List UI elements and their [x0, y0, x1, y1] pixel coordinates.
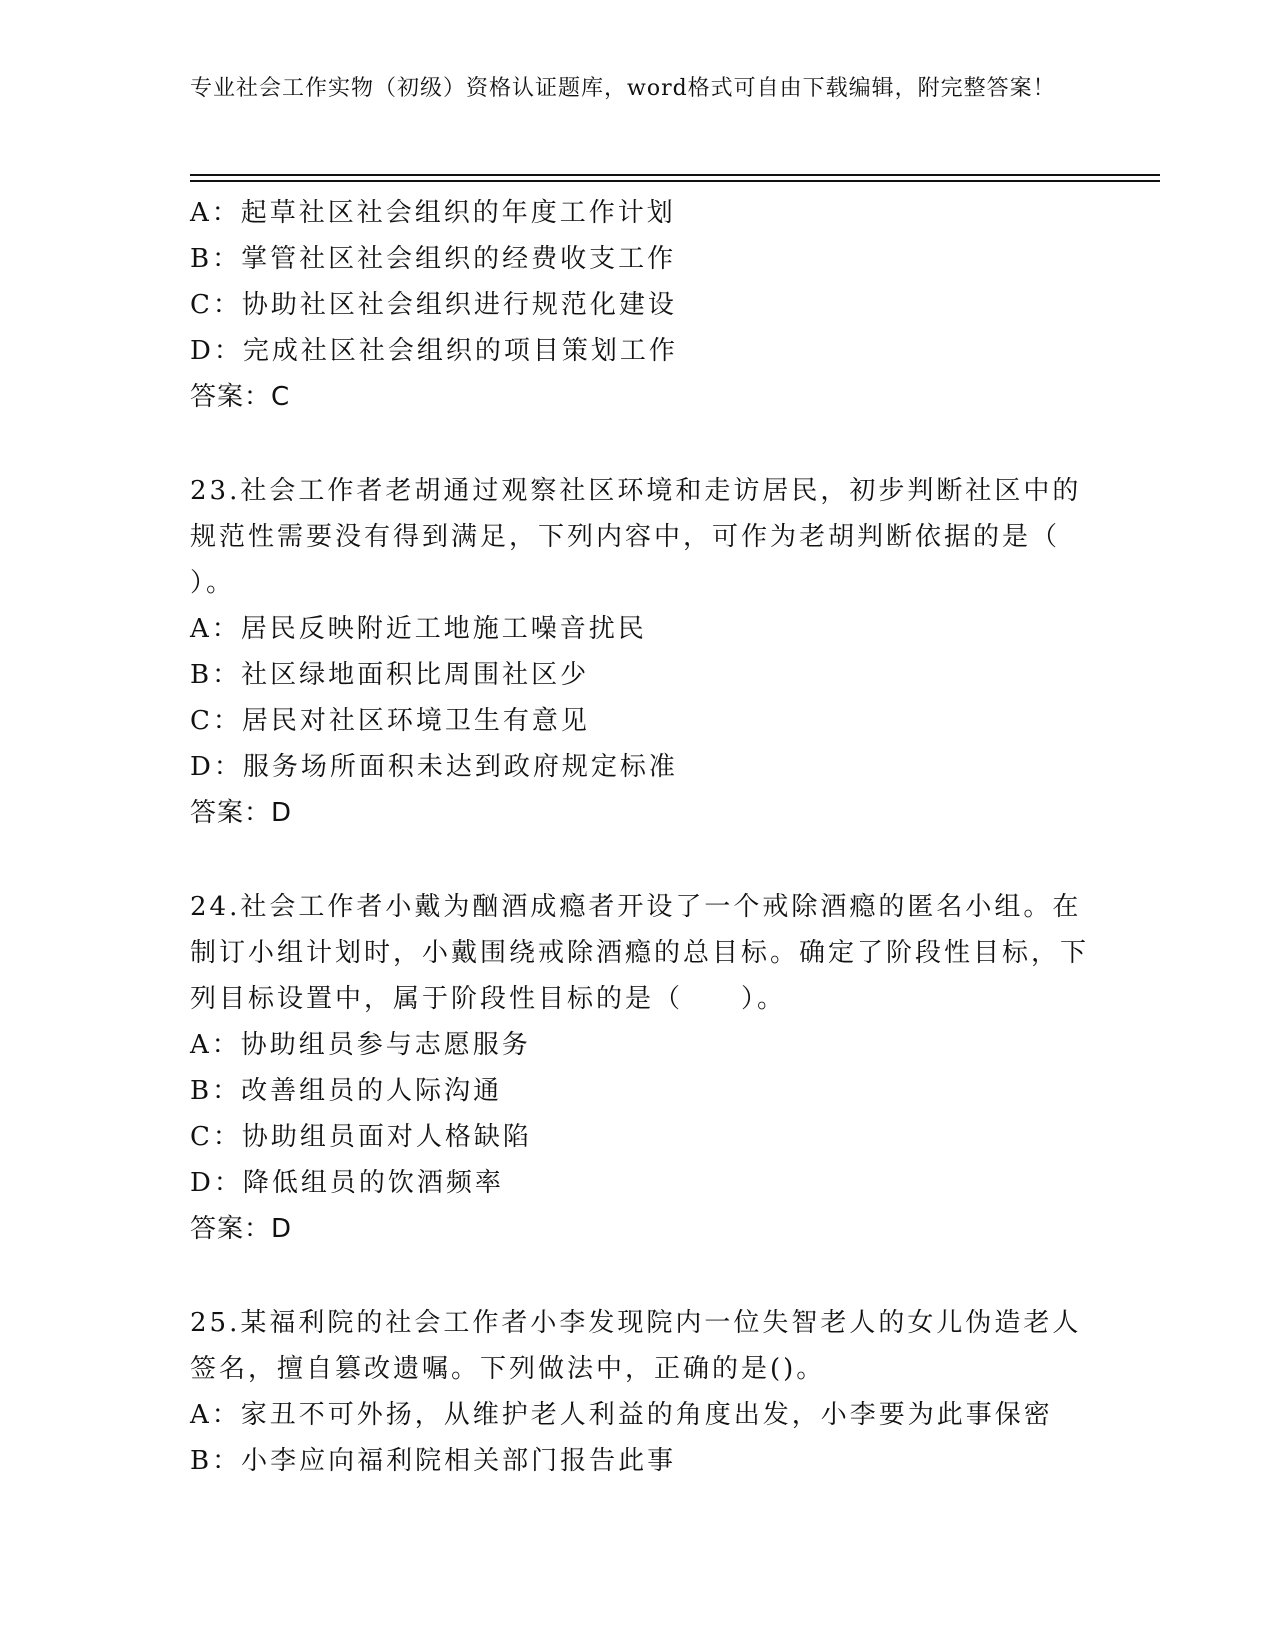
question-24 [190, 884, 1090, 1252]
option-c: C：协助社区社会组织进行规范化建设 [190, 290, 677, 320]
option-a: A：起草社区社会组织的年度工作计划 [190, 198, 676, 228]
answer: 答案：D [190, 798, 293, 828]
document-header: 专业社会工作实物（初级）资格认证题库，word格式可自由下载编辑，附完整答案！ [190, 76, 1056, 101]
header-rule-bottom [190, 180, 1160, 182]
option-c: C：居民对社区环境卫生有意见 [190, 706, 590, 736]
question-stem: 24.社会工作者小戴为酗酒成瘾者开设了一个戒除酒瘾的匿名小组。在制订小组计划时，小戴围绕戒除酒瘾的总目标。确定了阶段性目标，下列目标设置中，属于阶段性目标的是（ ）。 [190, 892, 1090, 1014]
question-25 [190, 1300, 1090, 1484]
option-b: B：掌管社区社会组织的经费收支工作 [190, 244, 677, 274]
question-content [190, 190, 1090, 1484]
option-b: B：改善组员的人际沟通 [190, 1076, 503, 1106]
option-a: A：家丑不可外扬，从维护老人利益的角度出发，小李要为此事保密 [190, 1400, 1053, 1430]
header-rule-top [190, 174, 1160, 176]
option-b: B：社区绿地面积比周围社区少 [190, 660, 590, 690]
option-c: C：协助组员面对人格缺陷 [190, 1122, 532, 1152]
option-a: A：协助组员参与志愿服务 [190, 1030, 531, 1060]
option-d: D：降低组员的饮酒频率 [190, 1168, 504, 1198]
spacer [190, 1252, 1090, 1300]
spacer [190, 836, 1090, 884]
question-stem: 23.社会工作者老胡通过观察社区环境和走访居民，初步判断社区中的规范性需要没有得到满足，下列内容中，可作为老胡判断依据的是（ ）。 [190, 476, 1082, 598]
option-a: A：居民反映附近工地施工噪音扰民 [190, 614, 647, 644]
spacer [190, 420, 1090, 468]
option-d: D：完成社区社会组织的项目策划工作 [190, 336, 678, 366]
question-stem: 25.某福利院的社会工作者小李发现院内一位失智老人的女儿伪造老人签名，擅自篡改遗嘱。下列做法中，正确的是()。 [190, 1308, 1082, 1384]
option-b: B：小李应向福利院相关部门报告此事 [190, 1446, 677, 1476]
answer: 答案：C [190, 382, 291, 412]
option-d: D：服务场所面积未达到政府规定标准 [190, 752, 678, 782]
answer: 答案：D [190, 1214, 293, 1244]
question-23 [190, 468, 1090, 836]
question-22 [190, 190, 1090, 420]
